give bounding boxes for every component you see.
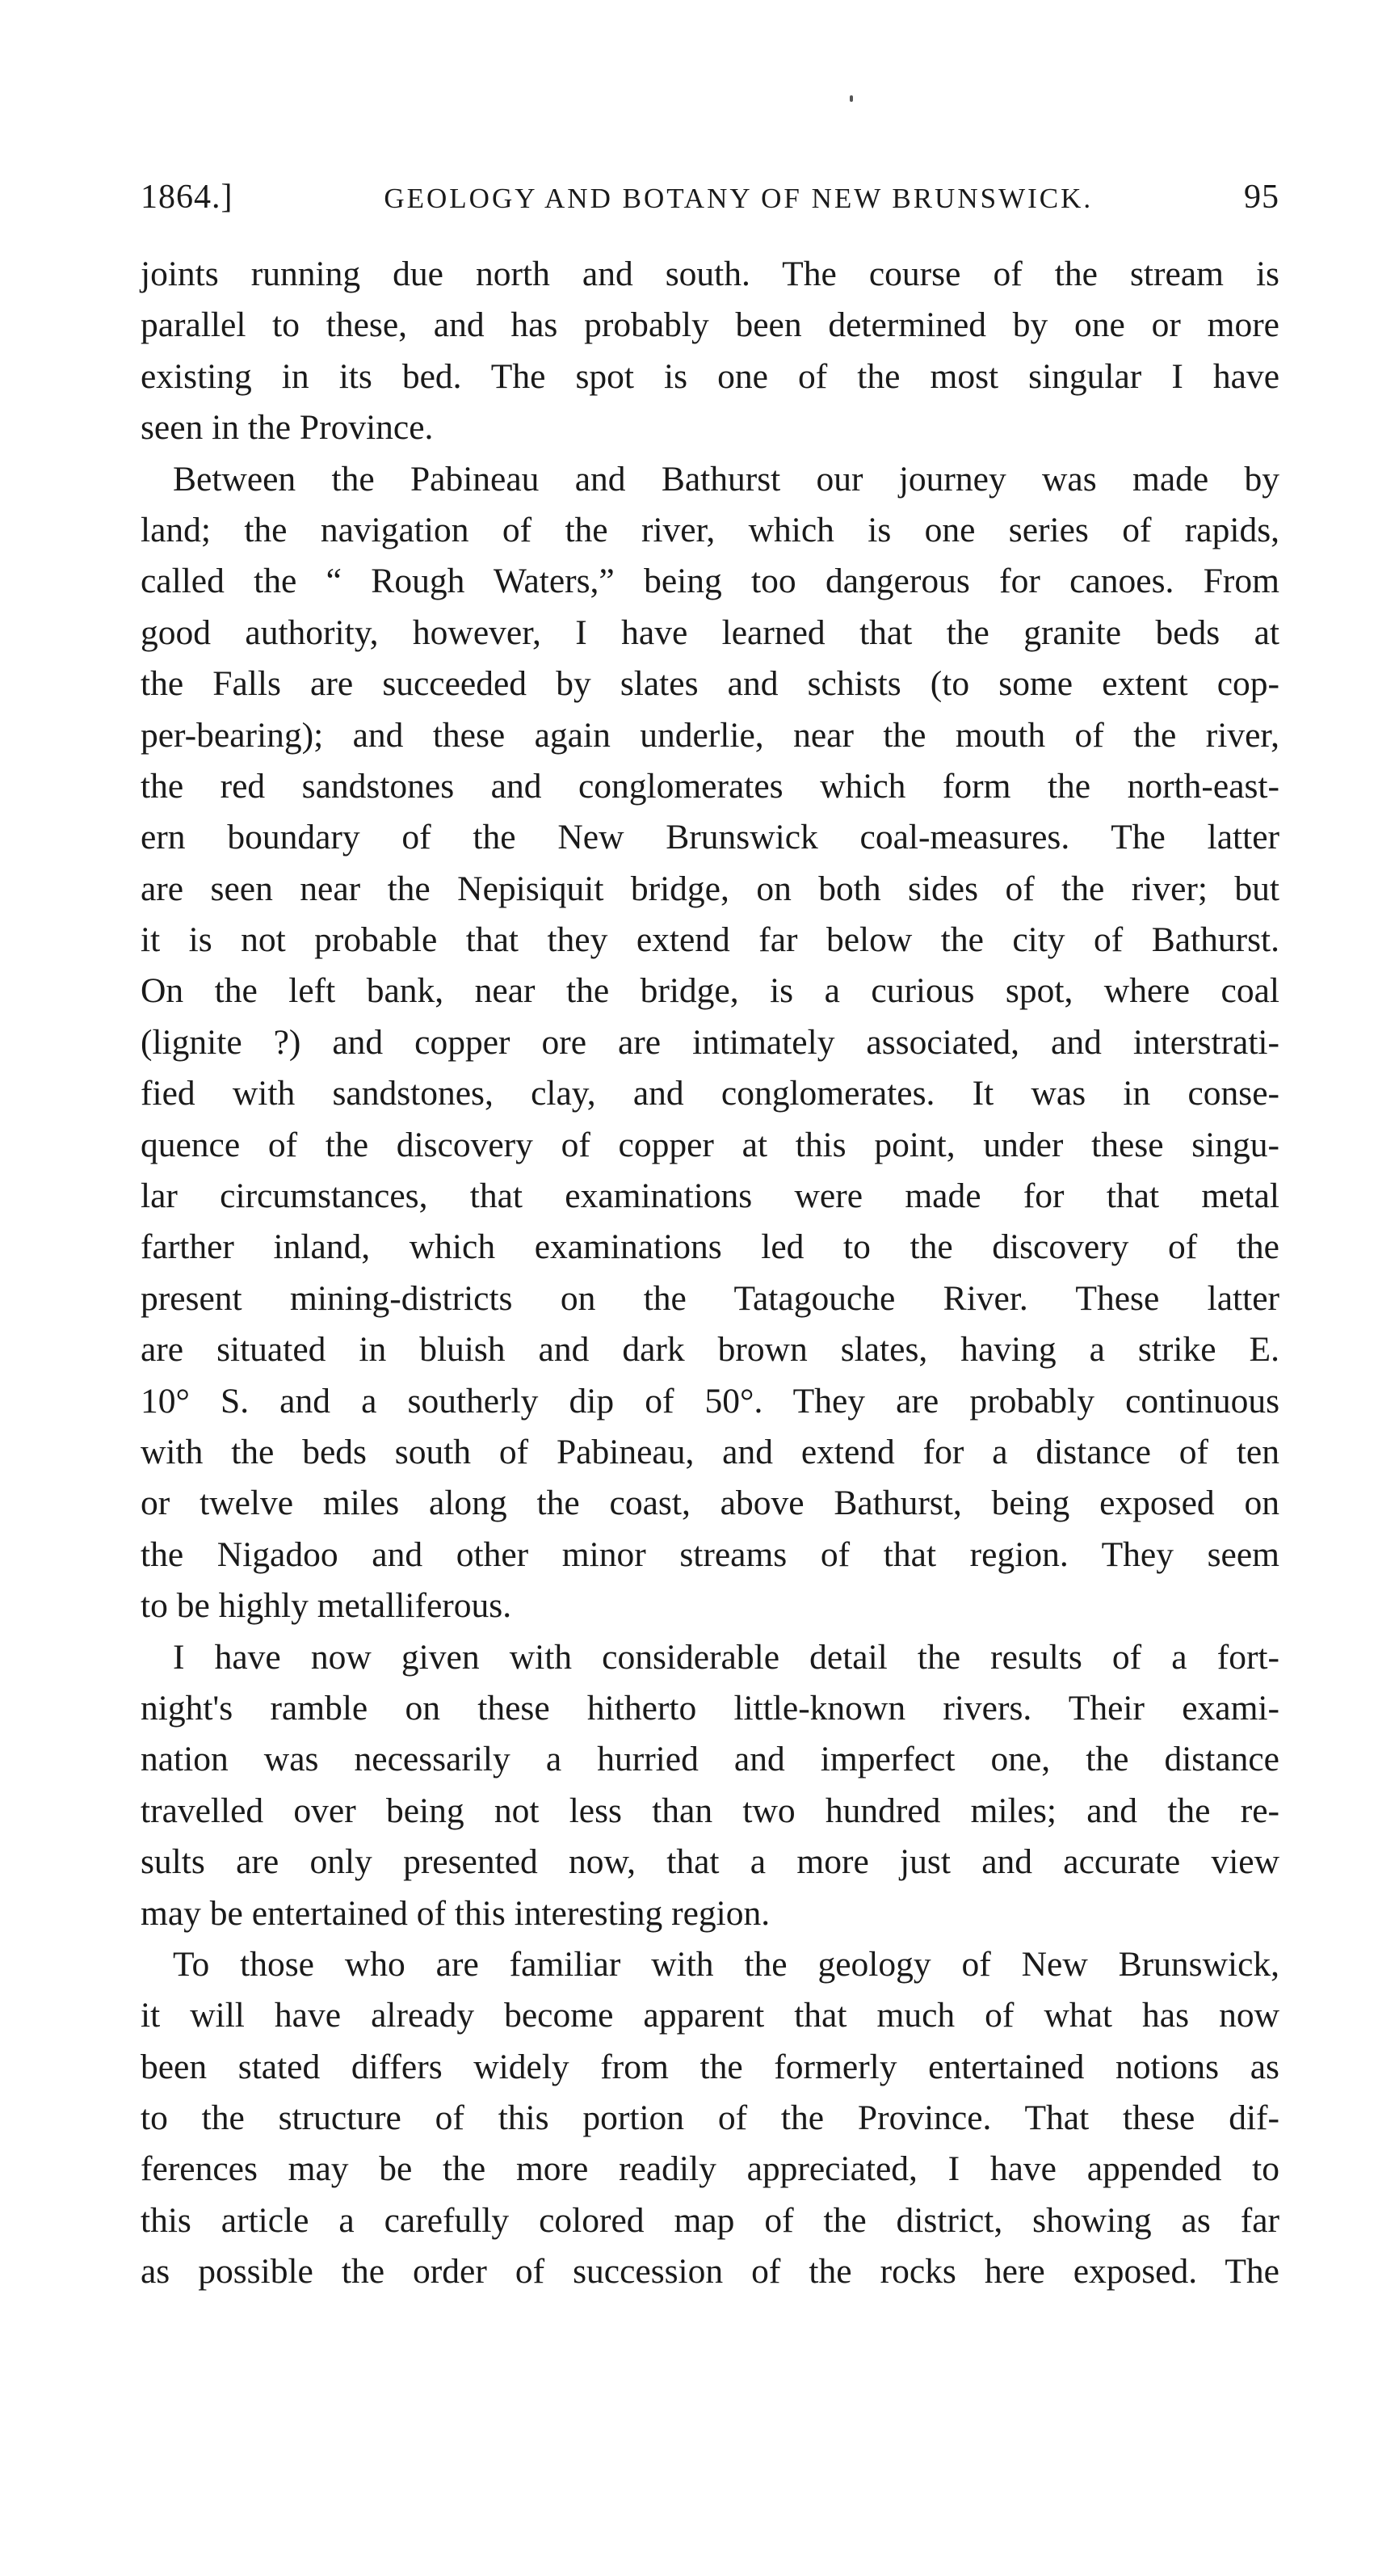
text-line: I have now given with considerable detail the results of a fort-: [173, 1637, 1279, 1677]
text-line: 10° S. and a southerly dip of 50°. They are probably continuous: [141, 1381, 1279, 1421]
text-line: parallel to these, and has probably been determined by one or more: [141, 305, 1279, 345]
text-line: lar circumstances, that examinations were made for that metal: [141, 1176, 1279, 1216]
text-line: To those who are familiar with the geology of New Brunswick,: [173, 1944, 1279, 1984]
text-line: sults are only presented now, that a more just and accurate view: [141, 1842, 1279, 1882]
text-line: to be highly metalliferous.: [141, 1586, 512, 1626]
printing-speck: [850, 95, 853, 102]
text-line: it will have already become apparent that much of what has now: [141, 1996, 1279, 2035]
paragraph: [141, 1632, 1279, 1939]
text-line: quence of the discovery of copper at this point, under these singu-: [141, 1125, 1279, 1164]
text-line: present mining-districts on the Tatagouche River. These latter: [141, 1278, 1279, 1318]
text-line: the Nigadoo and other minor streams of that region. They seem: [141, 1534, 1279, 1574]
paragraph: [141, 249, 1279, 454]
page-number: 95: [1244, 179, 1279, 216]
paragraph: [141, 1939, 1279, 2298]
text-line: the Falls are succeeded by slates and schists (to some extent cop-: [141, 664, 1279, 704]
text-line: travelled over being not less than two hundred miles; and the re-: [141, 1791, 1279, 1830]
paragraph: [141, 454, 1279, 1632]
body-text: [141, 249, 1279, 2298]
text-line: are situated in bluish and dark brown slates, having a strike E.: [141, 1330, 1279, 1370]
text-line: are seen near the Nepisiquit bridge, on both sides of the river; but: [141, 869, 1279, 908]
text-line: it is not probable that they extend far below the city of Bathurst.: [141, 920, 1279, 960]
text-line: may be entertained of this interesting region.: [141, 1893, 771, 1933]
text-line: ferences may be the more readily appreciated, I have appended to: [141, 2149, 1279, 2189]
text-line: existing in its bed. The spot is one of the most singular I have: [141, 356, 1279, 396]
text-line: this article a carefully colored map of the district, showing as far: [141, 2200, 1279, 2240]
text-line: land; the navigation of the river, which is one series of rapids,: [141, 510, 1279, 549]
header-year: 1864.]: [141, 179, 233, 216]
text-line: farther inland, which examinations led to the discovery of the: [141, 1227, 1279, 1267]
text-line: good authority, however, I have learned that the granite beds at: [141, 612, 1279, 652]
text-line: as possible the order of succession of the rocks here exposed. The: [141, 2252, 1279, 2292]
text-line: nation was necessarily a hurried and imperfect one, the distance: [141, 1740, 1279, 1779]
text-line: Between the Pabineau and Bathurst our journey was made by: [173, 459, 1279, 499]
running-title: GEOLOGY AND BOTANY OF NEW BRUNSWICK.: [384, 183, 1094, 214]
text-line: per-bearing); and these again underlie, near the mouth of the river,: [141, 715, 1279, 755]
text-line: seen in the Province.: [141, 408, 434, 448]
text-line: or twelve miles along the coast, above Bathurst, being exposed on: [141, 1484, 1279, 1523]
text-line: night's ramble on these hitherto little-known rivers. Their exami-: [141, 1688, 1279, 1728]
text-line: the red sandstones and conglomerates which form the north-east-: [141, 766, 1279, 806]
text-line: joints running due north and south. The course of the stream is: [141, 255, 1279, 293]
text-line: ern boundary of the New Brunswick coal-measures. The latter: [141, 818, 1279, 857]
text-line: fied with sandstones, clay, and conglomerates. It was in conse-: [141, 1074, 1279, 1113]
running-header: [141, 178, 1279, 234]
text-line: On the left bank, near the bridge, is a curious spot, where coal: [141, 971, 1279, 1011]
text-line: called the “ Rough Waters,” being too dangerous for canoes. From: [141, 562, 1279, 601]
text-line: (lignite ?) and copper ore are intimately associated, and interstrati-: [141, 1022, 1279, 1062]
text-line: to the structure of this portion of the Province. That these dif-: [141, 2098, 1279, 2138]
text-line: been stated differs widely from the formerly entertained notions as: [141, 2047, 1279, 2086]
book-page: [141, 178, 1279, 2298]
text-line: with the beds south of Pabineau, and extend for a distance of ten: [141, 1432, 1279, 1471]
